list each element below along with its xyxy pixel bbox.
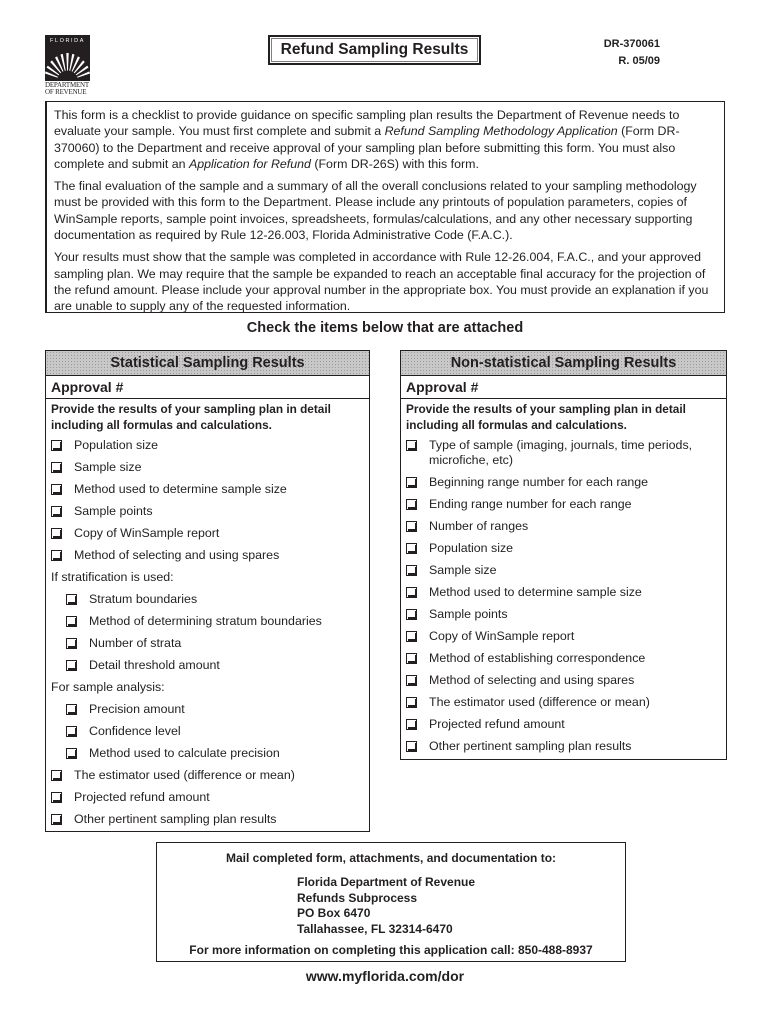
checkbox-icon[interactable]	[406, 719, 418, 730]
logo-caption	[45, 82, 90, 96]
checkbox-icon[interactable]	[66, 594, 78, 605]
checkbox-icon[interactable]	[51, 550, 63, 561]
form-number: DR-370061	[603, 38, 660, 50]
item-label: Method of establishing correspondence	[429, 651, 646, 665]
checklist-item[interactable]	[51, 809, 369, 831]
panel-title: Statistical Sampling Results	[46, 351, 369, 376]
checklist-item[interactable]	[51, 743, 369, 765]
checklist-item[interactable]	[51, 457, 369, 479]
checklist-item[interactable]	[406, 736, 726, 758]
non-statistical-checklist	[401, 435, 726, 758]
checklist-item[interactable]	[406, 560, 726, 582]
checklist-item[interactable]	[51, 765, 369, 787]
logo-mark	[45, 35, 90, 81]
sunburst-icon	[45, 47, 90, 81]
item-label: Other pertinent sampling plan results	[429, 739, 632, 753]
checkbox-icon[interactable]	[51, 484, 63, 495]
stratification-label: If stratification is used:	[51, 570, 174, 584]
intro-paragraph-3: Your results must show that the sample was completed in accordance with Rule 12-26.004, F.A.C., and your approved sampling plan. We may require that the sample be expanded to reach an acceptable final accuracy for the projection of the refund amount. Please include your approval number in the appropriate box. You must provide an explanation if you are unable to supply any of the requested information.	[54, 250, 709, 314]
intro-form-name: Application for Refund	[189, 156, 311, 171]
item-label: Copy of WinSample report	[429, 629, 575, 643]
intro-box	[45, 101, 725, 313]
checkbox-icon[interactable]	[406, 631, 418, 642]
checklist-item[interactable]	[406, 670, 726, 692]
statistical-panel	[45, 350, 370, 832]
item-label: The estimator used (difference or mean)	[74, 768, 295, 782]
checkbox-icon[interactable]	[406, 477, 418, 488]
checklist-item[interactable]	[406, 494, 726, 516]
item-label: Population size	[429, 541, 514, 555]
checkbox-icon[interactable]	[406, 440, 418, 451]
address-line: PO Box 6470	[297, 906, 371, 920]
checklist-item[interactable]	[406, 538, 726, 560]
checklist-item[interactable]	[51, 633, 369, 655]
checkbox-icon[interactable]	[406, 675, 418, 686]
checklist-item[interactable]	[51, 721, 369, 743]
checklist-item[interactable]	[406, 692, 726, 714]
item-label: Method of determining stratum boundaries	[89, 614, 322, 628]
form-title: Refund Sampling Results	[271, 38, 478, 62]
address-line: Florida Department of Revenue	[297, 875, 476, 889]
panel-instructions: Provide the results of your sampling plan in detail including all formulas and calculations.	[406, 402, 686, 432]
item-label: Method used to calculate precision	[89, 746, 280, 760]
checkbox-icon[interactable]	[406, 499, 418, 510]
form-revision: R. 05/09	[618, 55, 660, 67]
checkbox-icon[interactable]	[51, 506, 63, 517]
intro-text: This form is a checklist to provide guidance on specific sampling plan results the Department of Revenue needs to evaluate your sample. You must first complete and submit a	[54, 108, 680, 139]
mail-heading: Mail completed form, attachments, and documentation to:	[225, 851, 557, 865]
logo-word: FLORIDA	[49, 38, 86, 44]
checklist-item[interactable]	[51, 479, 369, 501]
checkbox-icon[interactable]	[66, 616, 78, 627]
intro-paragraph-2: The final evaluation of the sample and a summary of all the overall conclusions related to your sampling methodology must be provided with this form to the Department. Please include any printouts of population parameters, copies of WinSample reports, sample point invoices, spreadsheets, formulas/calculations, and any other necessary supporting documentation as required by Rule 12-26.003, Florida Administrative Code (F.A.C.).	[54, 179, 697, 243]
checklist-item[interactable]	[406, 472, 726, 494]
mailing-address	[297, 875, 625, 937]
non-statistical-panel	[400, 350, 727, 760]
checklist-item[interactable]	[51, 545, 369, 567]
intro-text: (Form DR-370060) to the Department and receive approval of your sampling plan before submitting this form. You must also complete and submit an	[54, 124, 680, 171]
checkbox-icon[interactable]	[406, 587, 418, 598]
checklist-item[interactable]	[51, 655, 369, 677]
checkbox-icon[interactable]	[66, 638, 78, 649]
checkbox-icon[interactable]	[406, 697, 418, 708]
item-label: Stratum boundaries	[89, 592, 198, 606]
approval-number-field[interactable]	[46, 376, 369, 399]
checkbox-icon[interactable]	[66, 726, 78, 737]
checklist-item[interactable]	[406, 435, 726, 472]
item-label: Sample size	[429, 563, 497, 577]
checklist-item[interactable]	[406, 626, 726, 648]
checklist-item[interactable]	[406, 582, 726, 604]
checklist-item[interactable]	[51, 589, 369, 611]
website-link[interactable]: www.myflorida.com/dor	[305, 968, 465, 984]
checklist-item[interactable]	[51, 611, 369, 633]
item-label: Type of sample (imaging, journals, time periods, microfiche, etc)	[429, 438, 693, 467]
address-line: Refunds Subprocess	[297, 890, 418, 905]
checkbox-icon[interactable]	[406, 609, 418, 620]
item-label: Projected refund amount	[429, 717, 565, 731]
item-label: Confidence level	[89, 724, 181, 738]
item-label: Population size	[74, 438, 159, 452]
intro-text: (Form DR-26S) with this form.	[310, 156, 479, 171]
item-label: Number of ranges	[429, 519, 529, 533]
item-label: Method used to determine sample size	[429, 585, 642, 599]
checklist-item[interactable]	[51, 501, 369, 523]
checkbox-icon[interactable]	[51, 440, 63, 451]
analysis-label: For sample analysis:	[51, 680, 165, 694]
checkbox-icon[interactable]	[406, 565, 418, 576]
checklist-item[interactable]	[406, 714, 726, 736]
item-label: Sample points	[74, 504, 153, 518]
item-label: Number of strata	[89, 636, 182, 650]
checkbox-icon[interactable]	[51, 770, 63, 781]
checkbox-icon[interactable]	[66, 660, 78, 671]
logo-caption-line2: OF REVENUE	[45, 88, 87, 96]
mailing-info-box	[156, 842, 626, 962]
checkbox-icon[interactable]	[66, 704, 78, 715]
item-label: Method of selecting and using spares	[74, 548, 280, 562]
checklist-item[interactable]	[51, 523, 369, 545]
checkbox-icon[interactable]	[406, 741, 418, 752]
checkbox-icon[interactable]	[51, 814, 63, 825]
checklist-item[interactable]	[51, 699, 369, 721]
checkbox-icon[interactable]	[51, 528, 63, 539]
checklist-item[interactable]	[51, 787, 369, 809]
item-label: The estimator used (difference or mean)	[429, 695, 650, 709]
checklist-item[interactable]	[406, 604, 726, 626]
item-label: Beginning range number for each range	[429, 475, 649, 489]
panel-title: Non-statistical Sampling Results	[401, 351, 726, 376]
intro-paragraph-1	[54, 107, 718, 172]
checklist-item[interactable]	[51, 435, 369, 457]
statistical-checklist	[46, 435, 369, 831]
item-label: Detail threshold amount	[89, 658, 220, 672]
item-label: Method used to determine sample size	[74, 482, 287, 496]
checkbox-icon[interactable]	[51, 462, 63, 473]
checkbox-icon[interactable]	[51, 792, 63, 803]
checkbox-icon[interactable]	[406, 653, 418, 664]
checkbox-icon[interactable]	[406, 543, 418, 554]
approval-label: Approval #	[406, 379, 479, 395]
check-items-heading: Check the items below that are attached	[246, 320, 524, 336]
form-identifier	[604, 36, 660, 70]
contact-phone-text: For more information on completing this application call: 850-488-8937	[189, 943, 593, 957]
form-title-box	[268, 35, 481, 65]
item-label: Copy of WinSample report	[74, 526, 220, 540]
item-label: Projected refund amount	[74, 790, 210, 804]
item-label: Ending range number for each range	[429, 497, 632, 511]
approval-number-field[interactable]	[401, 376, 726, 399]
checklist-item[interactable]	[406, 516, 726, 538]
checklist-item[interactable]	[406, 648, 726, 670]
checkbox-icon[interactable]	[406, 521, 418, 532]
approval-label: Approval #	[51, 379, 124, 395]
checkbox-icon[interactable]	[66, 748, 78, 759]
item-label: Method of selecting and using spares	[429, 673, 635, 687]
item-label: Sample points	[429, 607, 508, 621]
item-label: Sample size	[74, 460, 142, 474]
item-label: Other pertinent sampling plan results	[74, 812, 277, 826]
intro-form-name: Refund Sampling Methodology Application	[384, 124, 618, 139]
item-label: Precision amount	[89, 702, 185, 716]
logo-caption-line1: DEPARTMENT	[45, 81, 89, 89]
panel-instructions: Provide the results of your sampling plan in detail including all formulas and calculations.	[51, 402, 331, 432]
address-line: Tallahassee, FL 32314-6470	[297, 921, 453, 936]
